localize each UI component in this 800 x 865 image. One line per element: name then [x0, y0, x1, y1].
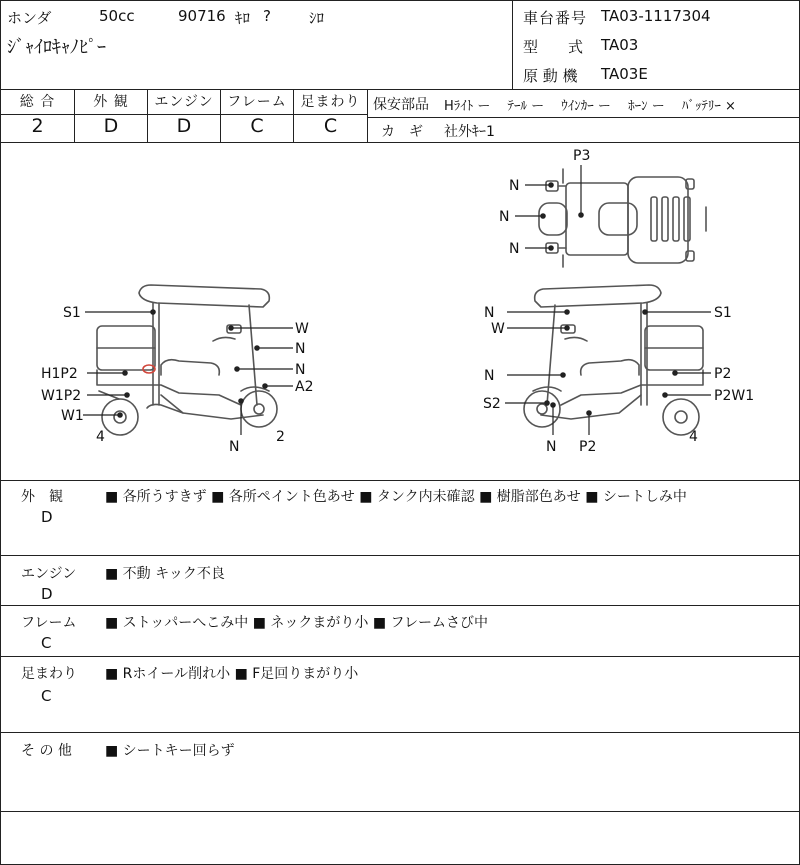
- model-name: ｼﾞｬｲﾛｷｬﾉﾋﾟｰ: [7, 37, 106, 58]
- condition-frame-label: フレーム: [21, 615, 77, 631]
- label-left-n3: N: [229, 439, 240, 455]
- grade-total-label: 総 合: [19, 94, 56, 110]
- damage-diagram: [1, 143, 799, 480]
- mileage-unit: ｷﾛ: [235, 9, 251, 27]
- condition-suspension-text: ■ Rホイール削れ小 ■ F足回りまがり小: [105, 666, 359, 682]
- grade-engine-value: D: [176, 115, 192, 137]
- label-left-n2: N: [295, 362, 306, 378]
- label-right-n2: N: [484, 368, 495, 384]
- condition-other-label: そ の 他: [21, 743, 72, 759]
- grade-frame-label: フレーム: [227, 94, 287, 110]
- label-right-n1: N: [484, 305, 495, 321]
- label-top-n3: N: [509, 241, 520, 257]
- grade-exterior-value: D: [103, 115, 119, 137]
- displacement: 50cc: [99, 7, 135, 25]
- label-right-p2: P2: [714, 366, 732, 382]
- grade-suspension-value: C: [323, 115, 338, 137]
- condition-other-text: ■ シートキー回らず: [105, 743, 235, 759]
- key-label: カ ギ: [381, 124, 423, 140]
- grade-exterior-label: 外 観: [93, 94, 129, 110]
- label-right-4: 4: [689, 429, 698, 445]
- mileage-flag: ?: [263, 7, 271, 25]
- label-left-h1p2: H1P2: [41, 366, 78, 382]
- engine-label: 原 動 機: [523, 67, 578, 85]
- grade-suspension-label: 足まわり: [300, 94, 361, 110]
- label-left-a2: A2: [295, 379, 314, 395]
- condition-frame-grade: C: [41, 634, 52, 652]
- type-label: 型 式: [523, 38, 584, 56]
- condition-engine-text: ■ 不動 キック不良: [105, 566, 225, 582]
- label-right-w: W: [491, 321, 505, 337]
- label-left-w1: W1: [61, 408, 84, 424]
- label-left-4: 4: [96, 429, 105, 445]
- label-left-w1p2: W1P2: [41, 388, 82, 404]
- key-value: 社外ｷｰ1: [444, 124, 495, 140]
- maker: ホンダ: [7, 9, 52, 27]
- frame-no-label: 車台番号: [523, 9, 588, 27]
- condition-exterior-label: 外 観: [21, 489, 63, 505]
- right-side-view-drawing: [524, 285, 703, 435]
- condition-suspension-grade: C: [41, 687, 52, 705]
- label-top-p3: P3: [573, 148, 591, 164]
- condition-exterior-grade: D: [41, 508, 53, 526]
- condition-suspension-label: 足まわり: [21, 666, 77, 682]
- label-right-n3: N: [546, 439, 557, 455]
- safety-parts-items: Hﾗｲﾄ ー ﾃｰﾙ ー ｳｲﾝｶｰ ー ﾎｰﾝ ー ﾊﾞｯﾃﾘｰ ×: [444, 99, 736, 114]
- label-left-n1: N: [295, 341, 306, 357]
- label-top-n2: N: [499, 209, 510, 225]
- label-left-s1: S1: [63, 305, 81, 321]
- body-color: ｼﾛ: [309, 9, 325, 27]
- label-right-s2: S2: [483, 396, 501, 412]
- type-value: TA03: [601, 36, 639, 54]
- condition-engine-label: エンジン: [21, 566, 77, 582]
- grade-total-value: 2: [31, 115, 44, 137]
- condition-exterior-text: ■ 各所うすきず ■ 各所ペイント色あせ ■ タンク内未確認 ■ 樹脂部色あせ ■ シートしみ中: [105, 489, 687, 505]
- top-view-drawing: [539, 169, 706, 267]
- condition-frame-text: ■ ストッパーへこみ中 ■ ネックまがり小 ■ フレームさび中: [105, 615, 488, 631]
- label-left-2: 2: [276, 429, 285, 445]
- condition-engine-grade: D: [41, 585, 53, 603]
- grade-frame-value: C: [250, 115, 264, 137]
- label-right-p2w1: P2W1: [714, 388, 755, 404]
- engine-value: TA03E: [601, 65, 648, 83]
- label-right-p2: P2: [579, 439, 597, 455]
- label-left-w: W: [295, 321, 309, 337]
- label-right-s1: S1: [714, 305, 732, 321]
- label-top-n1: N: [509, 178, 520, 194]
- safety-parts-label: 保安部品: [373, 97, 429, 113]
- frame-no: TA03-1117304: [601, 7, 711, 25]
- left-side-view-drawing: [97, 285, 277, 435]
- mileage: 90716: [178, 7, 226, 25]
- grade-engine-label: エンジン: [154, 94, 214, 110]
